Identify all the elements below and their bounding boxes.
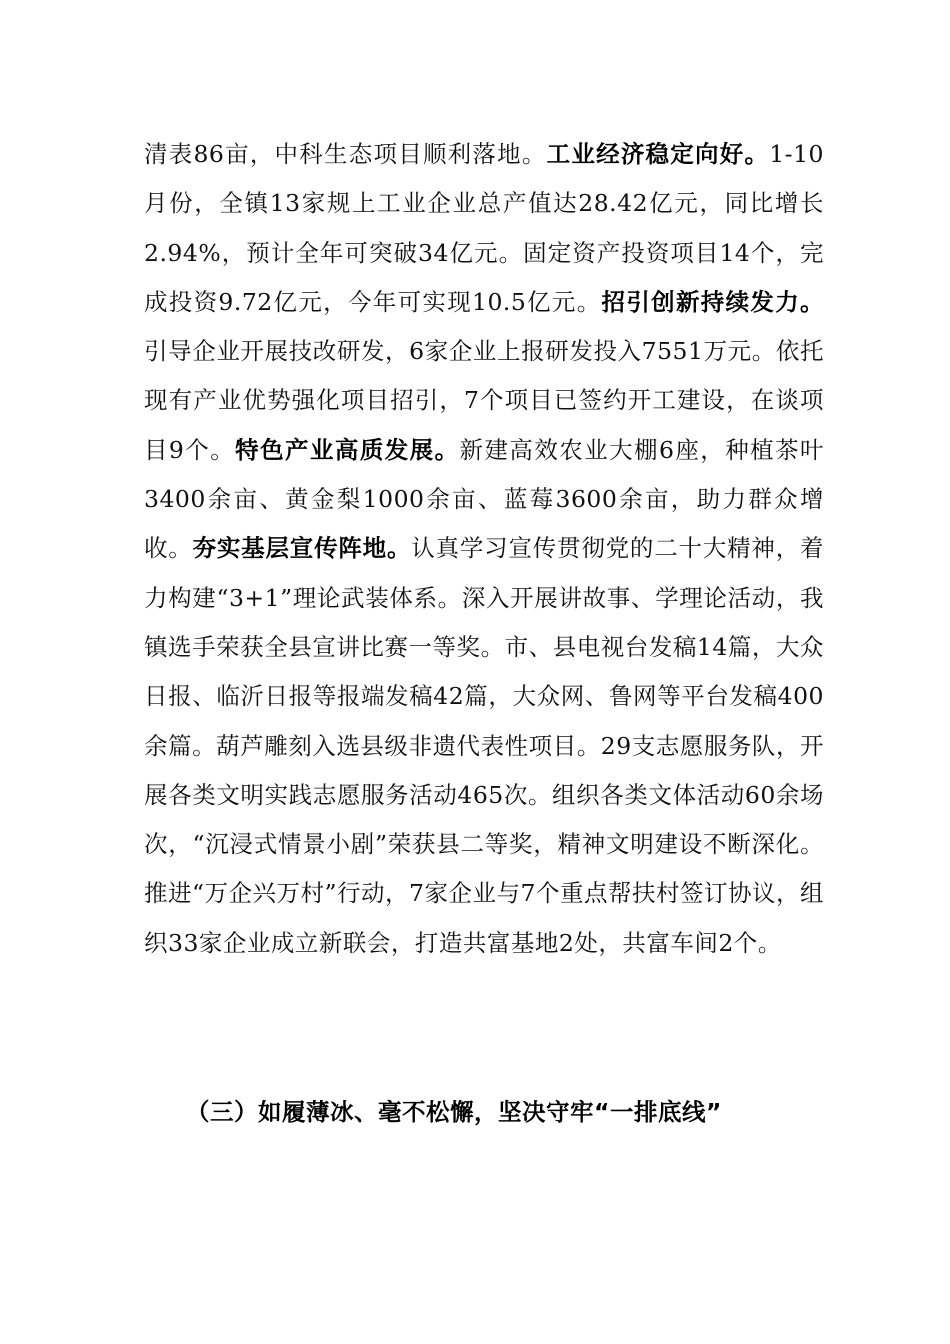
- text-run: 新建高效农业大棚6座，种植茶叶3400余亩、黄金梨1000余亩、蓝莓3600余亩，助力群众增收。: [144, 435, 825, 563]
- bold-heading-run: 工业经济稳定向好。: [546, 140, 770, 168]
- text-run: 1-10月份，全镇13家规上工业企业总产值达28.42亿元，同比增长2.94%，预计全年可突破34亿元。固定资产投资项目14个，完成投资9.72亿元，今年可实现10.5亿元。: [144, 140, 825, 316]
- text-run: 清表86亩，中科生态项目顺利落地。: [144, 140, 547, 168]
- bold-heading-run: 特色产业高质发展。: [235, 435, 460, 464]
- text-run: 认真学习宣传贯彻党的二十大精神，着力构建“3+1”理论武装体系。深入开展讲故事、学理论活动，我镇选手荣获全县宣讲比赛一等奖。市、县电视台发稿14篇，大众日报、临沂日报等报端发稿42篇，大众网、鲁网等平台发稿400余篇。葫芦雕刻入选县级非遗代表性项目。29支志愿服务队，开展各类文明实践志愿服务活动465次。组织各类文体活动60余场次，“沉浸式情景小剧”荣获县二等奖，精神文明建设不断深化。推进“万企兴万村”行动，7家企业与7个重点帮扶村签订协议，组织33家企业成立新联会，打造共富基地2处，共富车间2个。: [144, 534, 825, 957]
- body-paragraph: [144, 130, 824, 968]
- section-heading: （三）如履薄冰、毫不松懈，坚决守牢“一排底线”: [186, 1098, 722, 1126]
- bold-heading-run: 招引创新持续发力。: [601, 287, 824, 316]
- text-run: 引导企业开展技改研发，6家企业上报研发投入7551万元。依托现有产业优势强化项目招引，7个项目已签约开工建设，在谈项目9个。: [144, 337, 824, 464]
- bold-heading-run: 夯实基层宣传阵地。: [192, 534, 412, 563]
